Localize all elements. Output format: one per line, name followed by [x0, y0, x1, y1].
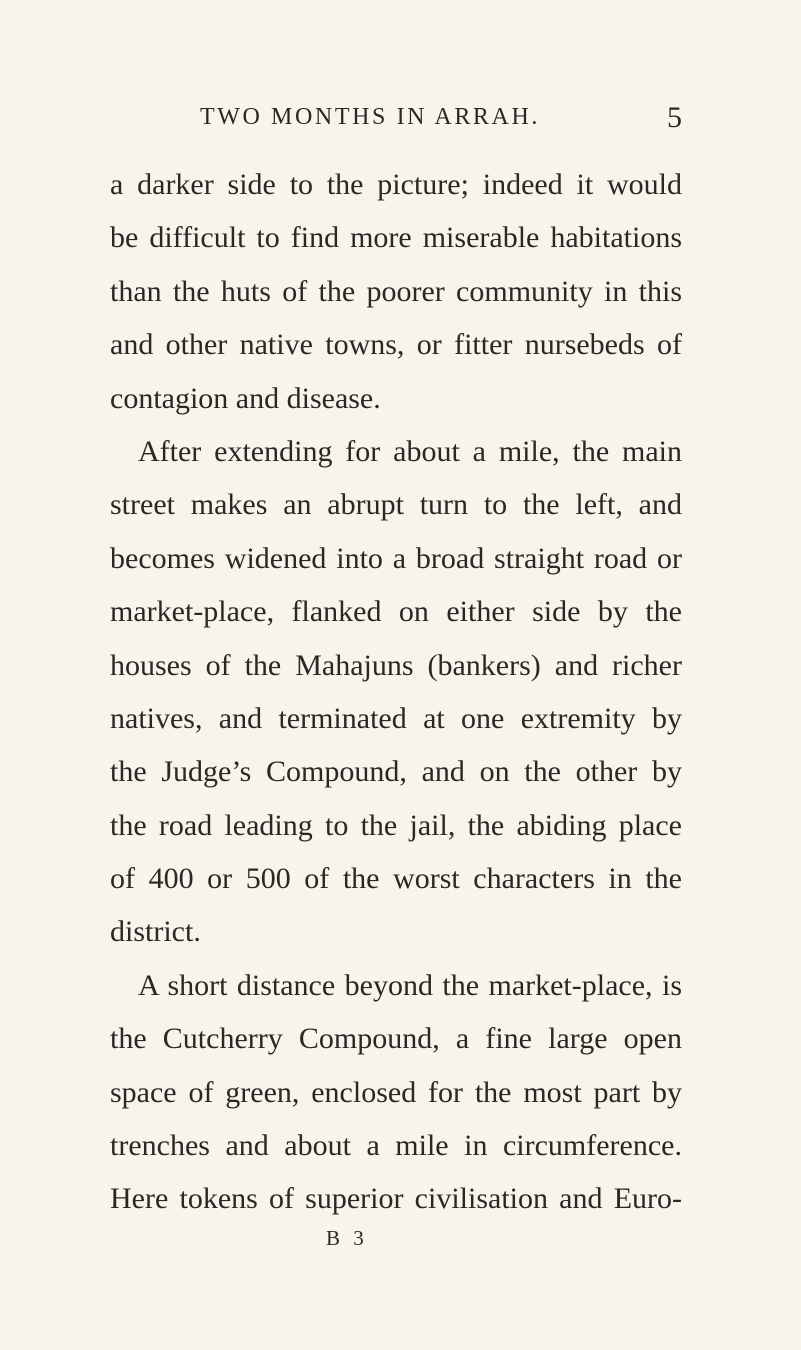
text-line: be difficult to find more miserable habitations — [110, 221, 682, 255]
text-line: After extending for about a mile, the main — [138, 434, 682, 468]
text-line: the road leading to the jail, the abiding place — [110, 808, 682, 842]
text-line: Here tokens of superior civilisation and Euro- — [110, 1182, 682, 1216]
text-line: becomes widened into a broad straight road or — [110, 541, 682, 575]
text-line: of 400 or 500 of the worst characters in the — [110, 862, 682, 896]
text-line: space of green, enclosed for the most part by — [110, 1075, 682, 1109]
text-line: the Judge’s Compound, and on the other by — [110, 755, 682, 789]
text-line: street makes an abrupt turn to the left, and — [110, 488, 682, 522]
text-line: the Cutcherry Compound, a fine large open — [110, 1022, 682, 1056]
text-line: than the huts of the poorer community in this — [110, 274, 682, 308]
text-line: natives, and terminated at one extremity by — [110, 701, 682, 735]
body-text — [110, 158, 682, 1226]
page-number: 5 — [667, 101, 682, 134]
text-line: trenches and about a mile in circumference. — [110, 1129, 682, 1163]
text-line: and other native towns, or fitter nursebeds of — [110, 328, 682, 362]
running-title: TWO MONTHS IN ARRAH. — [200, 104, 540, 130]
running-head — [110, 101, 682, 144]
text-line: market-place, flanked on either side by the — [110, 595, 682, 629]
text-line: a darker side to the picture; indeed it would — [110, 168, 682, 201]
signature-mark: B 3 — [326, 1226, 368, 1250]
text-line: contagion and disease. — [110, 381, 381, 415]
text-line: A short distance beyond the market-place, is — [138, 968, 682, 1002]
text-line: district. — [110, 915, 201, 949]
text-line: houses of the Mahajuns (bankers) and richer — [110, 648, 682, 682]
